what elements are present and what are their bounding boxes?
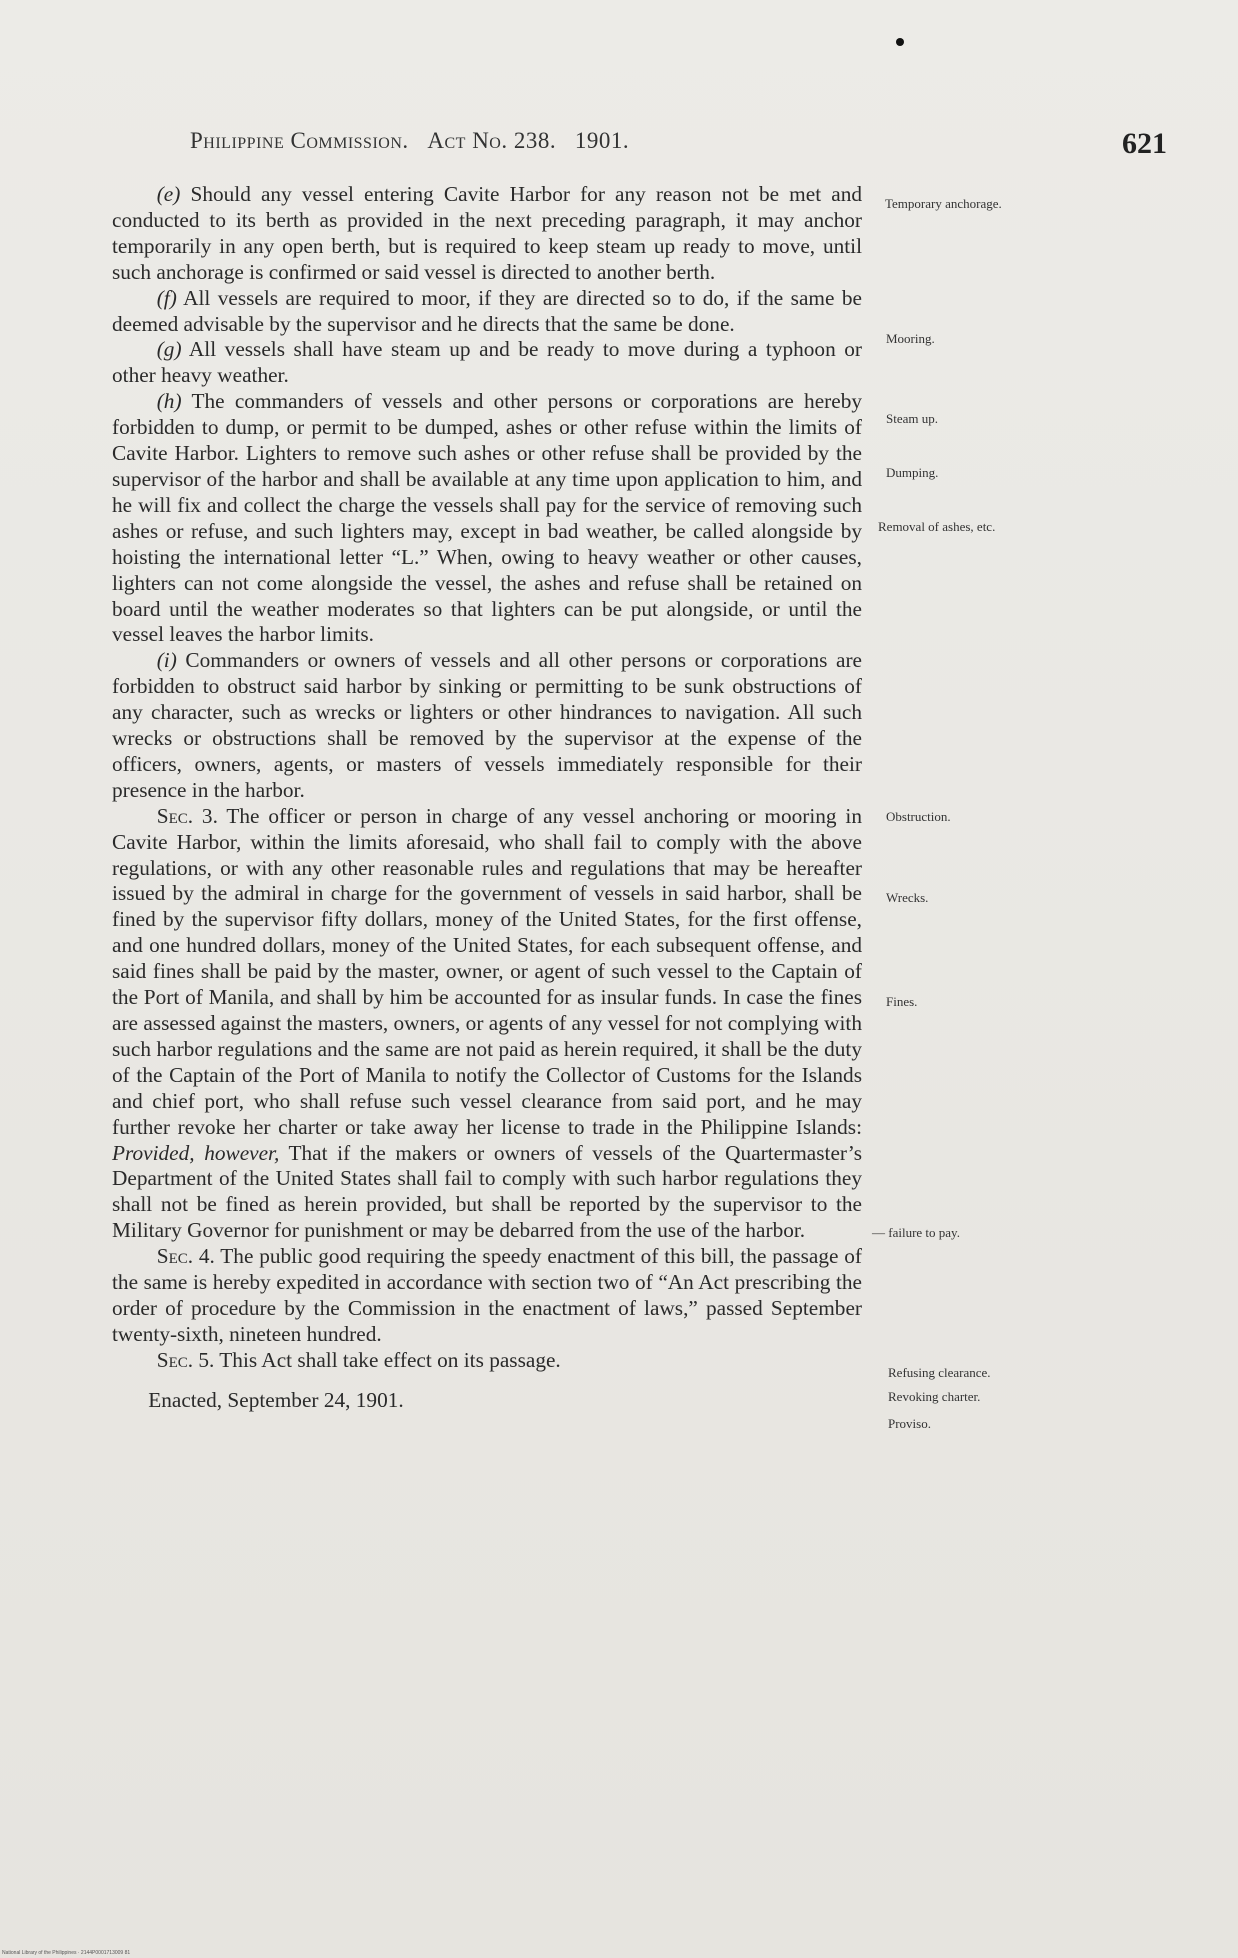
main-text (112, 182, 862, 1414)
para-text: The commanders of vessels and other persons or corporations are hereby forbidden to dump, or permit to be dumped, ashes or other refuse within the limits of Cavite Harbor. Lighters to remove such ashes or other refuse shall be provided by the supervisor of the harbor and shall be available at any time upon application to him, and he will fix and collect the charge the vessels shall pay for the service of removing such ashes or refuse, and such lighters may, except in bad weather, be called alongside by hoisting the international letter “L.” When, owing to heavy weather or other causes, lighters can not come alongside the vessel, the ashes and refuse shall be retained on board until the weather moderates so that lighters can be put alongside, or until the vessel leaves the harbor limits. (112, 389, 862, 647)
paragraph-e (112, 182, 862, 286)
running-header (190, 128, 629, 154)
section-3 (112, 804, 862, 1244)
section-text-cont: That if the makers or owners of vessels of the Quartermaster’s Department of the United States shall fail to comply with such harbor regulations they shall not be fined as herein provided, but shall be reported by the supervisor to the Military Governor for punishment or may be debarred from the use of the harbor. (112, 1140, 862, 1243)
margin-note-refusing-clearance: Refusing clearance. (888, 1365, 991, 1380)
section-label: Sec. 5. (156, 1347, 215, 1372)
header-act: Act No. 238. (427, 128, 557, 153)
margin-note-removal-of-ashes: Removal of ashes, etc. (878, 519, 996, 534)
proviso-phrase: Provided, however, (112, 1140, 280, 1165)
header-year: 1901. (574, 128, 630, 153)
margin-note-failure-to-pay: — failure to pay. (872, 1225, 960, 1240)
para-label: (h) (156, 389, 182, 414)
section-text: The public good requiring the speedy enactment of this bill, the passage of the same is hereby expedited in accordance with section two of “An Act prescribing the order of procedure by the Commission in the enactment of laws,” passed September twenty-sixth, nineteen hundred. (112, 1244, 863, 1346)
para-label: (i) (156, 648, 177, 673)
para-text: All vessels shall have steam up and be ready to move during a typhoon or other heavy weather. (112, 337, 862, 388)
margin-note-obstruction: Obstruction. (886, 809, 951, 824)
paragraph-f (112, 286, 862, 338)
margin-note-proviso: Proviso. (888, 1416, 931, 1431)
ink-spot (896, 38, 904, 46)
section-text: The officer or person in charge of any vessel anchoring or mooring in Cavite Harbor, within the limits aforesaid, who shall fail to comply with the above regulations, or with any other reasonable rules and regulations that may be hereafter issued by the admiral in charge for the government of vessels in said harbor, shall be fined by the supervisor fifty dollars, money of the United States, for the first offense, and one hundred dollars, money of the United States, for each subsequent offense, and said fines shall be paid by the master, owner, or agent of such vessel to the Captain of the Port of Manila, and shall by him be accounted for as insular funds. In case the fines are assessed against the masters, owners, or agents of any vessel for not complying with such harbor regulations and the same are not paid as herein required, it shall be the duty of the Captain of the Port of Manila to notify the Collector of Customs for the Islands and chief port, who shall refuse such vessel clearance from said port, and he may further revoke her charter or take away her license to trade in the Philippine Islands: (112, 803, 862, 1139)
section-label: Sec. 4. (156, 1244, 215, 1269)
margin-note-mooring: Mooring. (886, 331, 935, 346)
margin-note-temporary-anchorage: Temporary anchorage. (885, 196, 1002, 211)
para-text: Should any vessel entering Cavite Harbor for any reason not be met and conducted to its berth as provided in the next preceding paragraph, it may anchor temporarily in any open berth, but is required to keep steam up ready to move, until such anchorage is confirmed or said vessel is directed to another berth. (112, 182, 862, 284)
paragraph-g (112, 337, 862, 389)
para-text: All vessels are required to moor, if they are directed so to do, if the same be deemed advisable by the supervisor and he directs that the same be done. (112, 285, 862, 336)
paragraph-h (112, 389, 862, 648)
margin-note-steam-up: Steam up. (886, 411, 938, 426)
para-label: (f) (156, 285, 177, 310)
section-5 (112, 1348, 862, 1374)
para-text: Commanders or owners of vessels and all other persons or corporations are forbidden to obstruct said harbor by sinking or permitting to be sunk obstructions of any character, such as wrecks or lighters or other hindrances to navigation. All such wrecks or obstructions shall be removed by the supervisor at the expense of the officers, owners, agents, or masters of vessels immediately responsible for their presence in the harbor. (112, 648, 862, 802)
para-label: (g) (156, 337, 182, 362)
paragraph-i (112, 648, 862, 803)
header-title: Philippine Commission. (190, 128, 409, 153)
archive-footer: National Library of the Philippines · 2144P0001713009 81 (2, 1950, 131, 1956)
margin-note-revoking-charter: Revoking charter. (888, 1389, 981, 1404)
section-label: Sec. 3. (156, 803, 218, 828)
para-label: (e) (156, 182, 181, 206)
enacted-date: Enacted, September 24, 1901. (148, 1387, 404, 1412)
section-text: This Act shall take effect on its passage. (214, 1347, 561, 1372)
margin-note-wrecks: Wrecks. (886, 890, 929, 905)
section-4 (112, 1244, 862, 1348)
page-number: 621 (1122, 127, 1167, 160)
margin-note-dumping: Dumping. (886, 465, 939, 480)
margin-note-fines: Fines. (886, 994, 918, 1009)
